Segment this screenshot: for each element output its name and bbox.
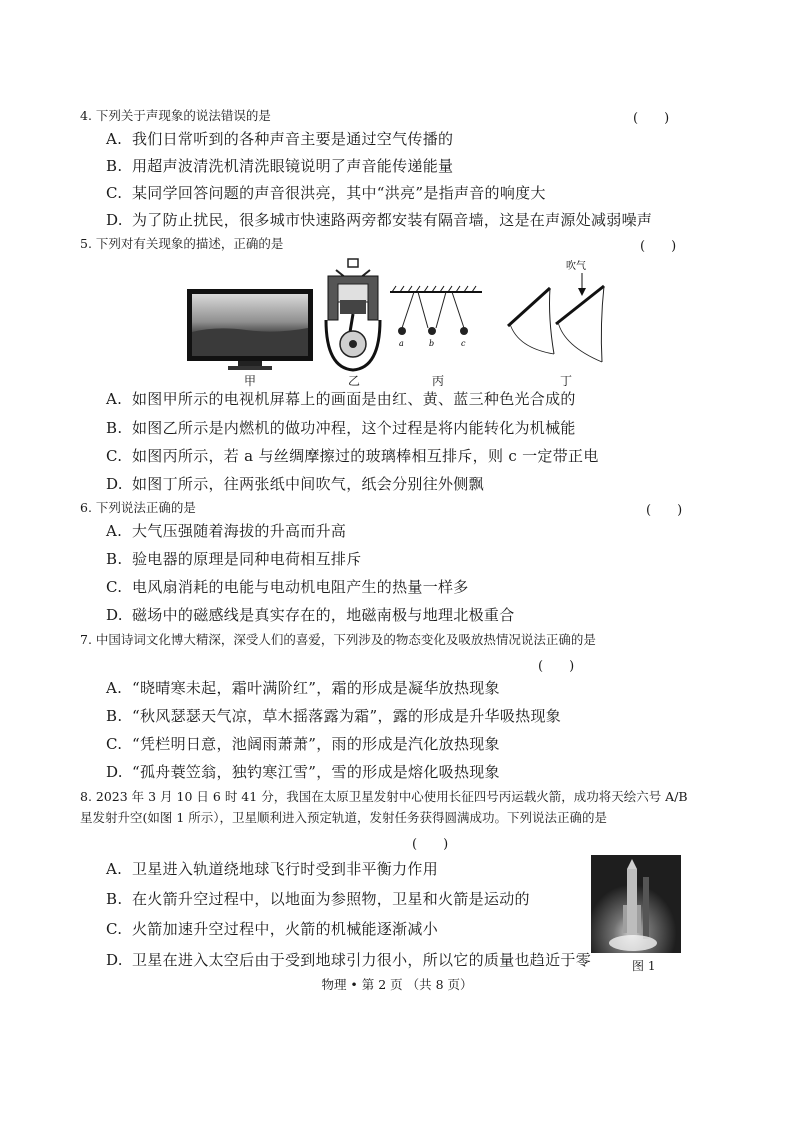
question-7-option-b: B. “秋风瑟瑟天气凉，草木摇落露为霜”，露的形成是升华吸热现象: [106, 707, 562, 725]
question-5-option-d: D. 如图丁所示，往两张纸中间吹气，纸会分别往外侧飘: [106, 475, 484, 493]
question-4-answer-bracket: ( ): [633, 111, 670, 126]
question-8-option-b: B. 在火箭升空过程中，以地面为参照物，卫星和火箭是运动的: [106, 890, 530, 908]
question-4-option-a: A. 我们日常听到的各种声音主要是通过空气传播的: [106, 130, 454, 148]
ball-b-label: b: [429, 339, 435, 348]
figure-rocket-photo: [591, 855, 681, 953]
question-7-option-d: D. “孤舟蓑笠翁，独钓寒江雪”，雪的形成是熔化吸热现象: [106, 763, 500, 781]
question-5-answer-bracket: ( ): [640, 239, 677, 254]
figure-balls: [388, 284, 484, 348]
figure-label-yi: 乙: [348, 374, 361, 388]
question-8-option-d: D. 卫星在进入太空后由于受到地球引力很小，所以它的质量也趋近于零: [106, 951, 592, 969]
figure-tv: [186, 288, 314, 372]
figure-label-bing: 丙: [432, 374, 445, 388]
question-7-stem: 7. 中国诗词文化博大精深，深受人们的喜爱，下列涉及的物态变化及吸放热情况说法正确的是: [80, 632, 596, 647]
question-4-option-d: D. 为了防止扰民，很多城市快速路两旁都安装有隔音墙，这是在声源处减弱噪声: [106, 211, 653, 229]
question-6-option-b: B. 验电器的原理是同种电荷相互排斥: [106, 550, 362, 568]
question-8-answer-bracket: ( ): [412, 837, 449, 852]
question-5-option-c: C. 如图丙所示，若 a 与丝绸摩擦过的玻璃棒相互排斥，则 c 一定带正电: [106, 447, 599, 465]
figure-label-jia: 甲: [244, 374, 257, 388]
question-4-option-c: C. 某同学回答问题的声音很洪亮，其中“洪亮”是指声音的响度大: [106, 184, 546, 202]
question-6-option-c: C. 电风扇消耗的电能与电动机电阻产生的热量一样多: [106, 578, 469, 596]
question-6-stem: 6. 下列说法正确的是: [80, 500, 196, 515]
figure-papers: [504, 258, 614, 370]
question-4-stem: 4. 下列关于声现象的说法错误的是: [80, 108, 271, 123]
ball-a-label: a: [399, 339, 404, 348]
question-5-stem: 5. 下列对有关现象的描述，正确的是: [80, 236, 284, 251]
figure-label-ding: 丁: [560, 374, 573, 388]
question-8-option-c: C. 火箭加速升空过程中，火箭的机械能逐渐减小: [106, 920, 439, 938]
question-4-option-b: B. 用超声波清洗机清洗眼镜说明了声音能传递能量: [106, 157, 454, 175]
question-8-stem: 8. 2023 年 3 月 10 日 6 时 41 分，我国在太原卫星发射中心使用长征四号丙运载火箭，成功将天绘六号 A/B 星发射升空(如图 1 所示），卫星顺利进入预定轨道，发射任务获得圆满成功。下列说法正确的是: [80, 789, 688, 825]
ball-c-label: c: [461, 339, 466, 348]
page-footer: 物理 • 第 2 页 （共 8 页）: [321, 977, 473, 992]
question-5-option-a: A. 如图甲所示的电视机屏幕上的画面是由红、黄、蓝三种色光合成的: [106, 390, 576, 408]
figure-1-caption: 图 1: [632, 959, 656, 973]
blow-label: 吹气: [566, 261, 586, 272]
question-7-option-a: A. “晓晴寒未起，霜叶满阶红”，霜的形成是凝华放热现象: [106, 679, 500, 697]
figure-engine: [318, 258, 388, 376]
question-6-answer-bracket: ( ): [646, 503, 683, 518]
question-6-option-a: A. 大气压强随着海拔的升高而升高: [106, 522, 347, 540]
question-5-option-b: B. 如图乙所示是内燃机的做功冲程，这个过程是将内能转化为机械能: [106, 419, 576, 437]
question-8-option-a: A. 卫星进入轨道绕地球飞行时受到非平衡力作用: [106, 860, 439, 878]
question-7-answer-bracket: ( ): [538, 659, 575, 674]
question-6-option-d: D. 磁场中的磁感线是真实存在的，地磁南极与地理北极重合: [106, 606, 515, 624]
question-7-option-c: C. “凭栏明日意，池阔雨萧萧”，雨的形成是汽化放热现象: [106, 735, 500, 753]
